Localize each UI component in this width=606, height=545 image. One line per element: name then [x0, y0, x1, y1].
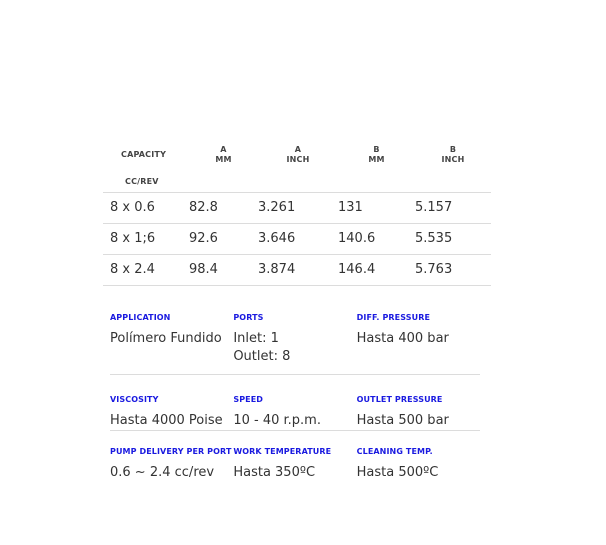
cell-b-inch: 5.763	[415, 254, 491, 285]
cell-a-inch: 3.646	[258, 223, 338, 254]
spec-value: Polímero Fundido	[110, 331, 222, 346]
spec-work-temperature	[233, 447, 356, 482]
cell-b-mm: 140.6	[338, 223, 415, 254]
capacity-table	[103, 140, 491, 286]
header-capacity-line1: CAPACITY	[121, 150, 167, 159]
header-b-inch-line1: B	[449, 145, 457, 154]
cell-a-mm: 82.8	[189, 192, 258, 223]
cell-capacity: 8 x 1;6	[103, 223, 189, 254]
header-a-inch	[258, 140, 338, 192]
header-b-inch-line2: INCH	[441, 155, 465, 164]
spec-viscosity	[110, 395, 233, 430]
spec-value	[233, 330, 356, 366]
header-a-inch-line2: INCH	[286, 155, 310, 164]
spec-value: Hasta 500 bar	[356, 413, 449, 428]
cell-b-inch: 5.535	[415, 223, 491, 254]
spec-row	[110, 431, 480, 482]
spec-outlet-pressure	[357, 395, 480, 430]
spec-pump-delivery	[110, 447, 233, 482]
ports-outlet: Outlet: 8	[233, 349, 291, 364]
ports-inlet: Inlet: 1	[233, 331, 279, 346]
table-header-row	[103, 140, 491, 192]
spec-speed	[233, 395, 356, 430]
header-capacity	[103, 140, 189, 192]
header-b-mm	[338, 140, 415, 192]
spec-value: 10 - 40 r.p.m.	[233, 413, 321, 428]
header-b-mm-line1: B	[373, 145, 380, 154]
spec-label: OUTLET PRESSURE	[356, 395, 443, 404]
specifications-grid	[110, 313, 480, 482]
header-a-mm-line1: A	[220, 145, 227, 154]
spec-ports	[233, 313, 356, 367]
spec-value: Hasta 4000 Poise	[110, 413, 223, 428]
spec-value: 0.6 ~ 2.4 cc/rev	[110, 465, 215, 480]
header-capacity-line2: CC/REV	[125, 177, 159, 186]
table-row	[103, 254, 491, 285]
cell-a-mm: 92.6	[189, 223, 258, 254]
spec-label: DIFF. PRESSURE	[356, 313, 431, 322]
header-a-mm	[189, 140, 258, 192]
spec-row	[110, 313, 480, 375]
spec-value: Hasta 400 bar	[356, 331, 449, 346]
spec-value: Hasta 350ºC	[233, 465, 316, 480]
cell-b-inch: 5.157	[415, 192, 491, 223]
spec-label: CLEANING TEMP.	[356, 447, 433, 456]
cell-capacity: 8 x 0.6	[103, 192, 189, 223]
table-row	[103, 223, 491, 254]
spec-label: VISCOSITY	[110, 395, 159, 404]
table-row	[103, 192, 491, 223]
spec-label: PORTS	[233, 313, 264, 322]
spec-cleaning-temp	[357, 447, 480, 482]
header-a-inch-line1: A	[294, 145, 302, 154]
cell-b-mm: 146.4	[338, 254, 415, 285]
spec-label: WORK TEMPERATURE	[233, 447, 332, 456]
spec-diff-pressure	[357, 313, 480, 367]
spec-value: Hasta 500ºC	[356, 465, 439, 480]
header-a-mm-line2: MM	[215, 155, 232, 164]
header-b-inch	[415, 140, 491, 192]
cell-b-mm: 131	[338, 192, 415, 223]
spec-label: SPEED	[233, 395, 264, 404]
cell-capacity: 8 x 2.4	[103, 254, 189, 285]
spec-label: APPLICATION	[110, 313, 171, 322]
cell-a-mm: 98.4	[189, 254, 258, 285]
spec-row	[110, 375, 480, 431]
spec-application	[110, 313, 233, 367]
spec-label: PUMP DELIVERY PER PORT	[110, 447, 232, 456]
cell-a-inch: 3.874	[258, 254, 338, 285]
cell-a-inch: 3.261	[258, 192, 338, 223]
header-b-mm-line2: MM	[368, 155, 385, 164]
